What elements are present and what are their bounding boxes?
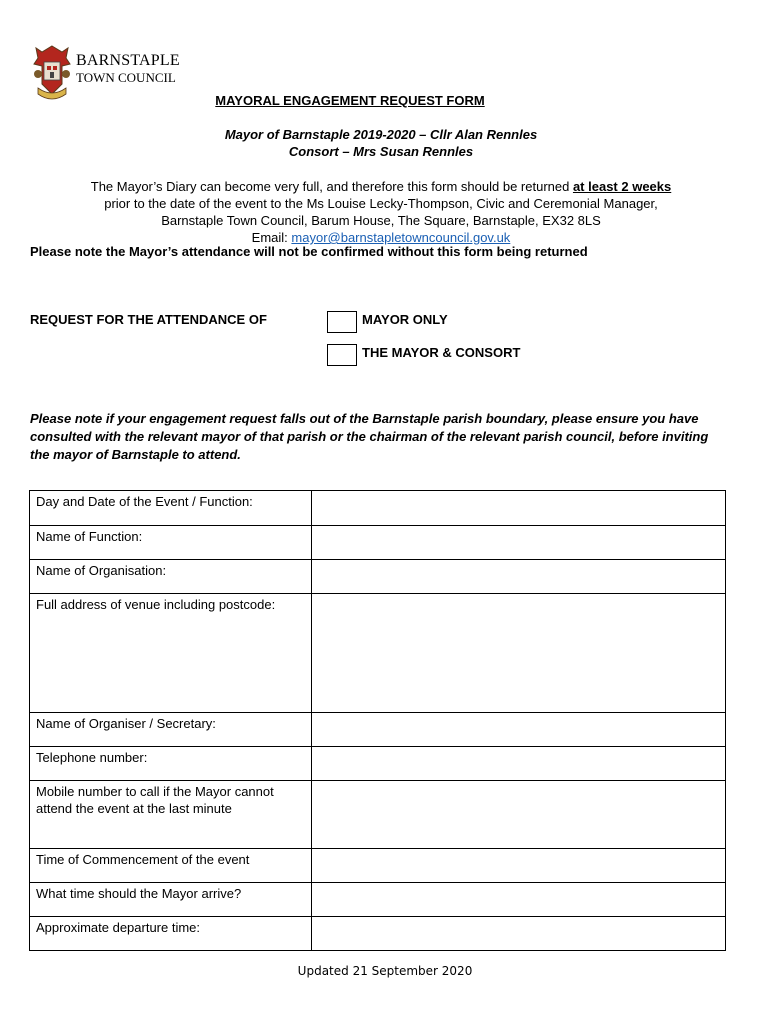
field-label: Telephone number:: [30, 747, 312, 781]
intro-text-line2: prior to the date of the event to the Ms Louise Lecky-Thompson, Civic and Ceremonial Manager,: [104, 196, 658, 211]
table-row: [30, 491, 726, 526]
field-input[interactable]: [312, 747, 726, 781]
table-row: [30, 526, 726, 560]
field-label: Day and Date of the Event / Function:: [30, 491, 312, 526]
footer-updated: Updated 21 September 2020: [297, 964, 473, 978]
form-title: MAYORAL ENGAGEMENT REQUEST FORM: [215, 93, 485, 108]
intro-text: The Mayor’s Diary can become very full, and therefore this form should be returned: [90, 179, 573, 194]
field-label: Mobile number to call if the Mayor cannot attend the event at the last minute: [30, 781, 312, 849]
logo-text-line1: BARNSTAPLE: [76, 52, 180, 69]
attendance-note: Please note the Mayor’s attendance will not be confirmed without this form being returned: [30, 244, 588, 259]
table-row: [30, 713, 726, 747]
mayor-only-label: MAYOR ONLY: [362, 312, 448, 327]
table-row: [30, 594, 726, 713]
field-label: Name of Organiser / Secretary:: [30, 713, 312, 747]
field-input[interactable]: [312, 491, 726, 526]
table-row: [30, 849, 726, 883]
email-link[interactable]: mayor@barnstapletowncouncil.gov.uk: [291, 230, 511, 245]
table-row: [30, 917, 726, 951]
mayor-line: Mayor of Barnstaple 2019-2020 – Cllr Alan Rennles: [224, 127, 538, 142]
field-label: Time of Commencement of the event: [30, 849, 312, 883]
field-input[interactable]: [312, 883, 726, 917]
mayor-consort-checkbox[interactable]: [327, 344, 357, 366]
boundary-note: Please note if your engagement request falls out of the Barnstaple parish boundary, please ensure you have consulted with the relevant mayor of that parish or the chairman of the relevant parish council, before inviting the mayor of Barnstaple to attend.: [30, 411, 709, 462]
details-table: [29, 490, 726, 951]
field-input[interactable]: [312, 917, 726, 951]
field-input[interactable]: [312, 849, 726, 883]
field-label: Full address of venue including postcode:: [30, 594, 312, 713]
mayor-only-checkbox[interactable]: [327, 311, 357, 333]
table-row: [30, 560, 726, 594]
request-label: REQUEST FOR THE ATTENDANCE OF: [30, 312, 267, 327]
table-row: [30, 747, 726, 781]
field-input[interactable]: [312, 560, 726, 594]
logo-text-line2: TOWN COUNCIL: [76, 70, 176, 85]
field-input[interactable]: [312, 713, 726, 747]
email-label: Email:: [251, 230, 292, 245]
field-label: Approximate departure time:: [30, 917, 312, 951]
field-input[interactable]: [312, 781, 726, 849]
field-input[interactable]: [312, 526, 726, 560]
intro-text-line3: Barnstaple Town Council, Barum House, The Square, Barnstaple, EX32 8LS: [161, 213, 601, 228]
field-label: What time should the Mayor arrive?: [30, 883, 312, 917]
table-row: [30, 883, 726, 917]
consort-line: Consort – Mrs Susan Rennles: [288, 144, 474, 159]
field-label: Name of Function:: [30, 526, 312, 560]
table-row: [30, 781, 726, 849]
field-input[interactable]: [312, 594, 726, 713]
deadline-emphasis: at least 2 weeks: [572, 179, 672, 194]
mayor-consort-label: THE MAYOR & CONSORT: [362, 345, 521, 360]
field-label: Name of Organisation:: [30, 560, 312, 594]
intro-paragraph: [20, 178, 742, 246]
